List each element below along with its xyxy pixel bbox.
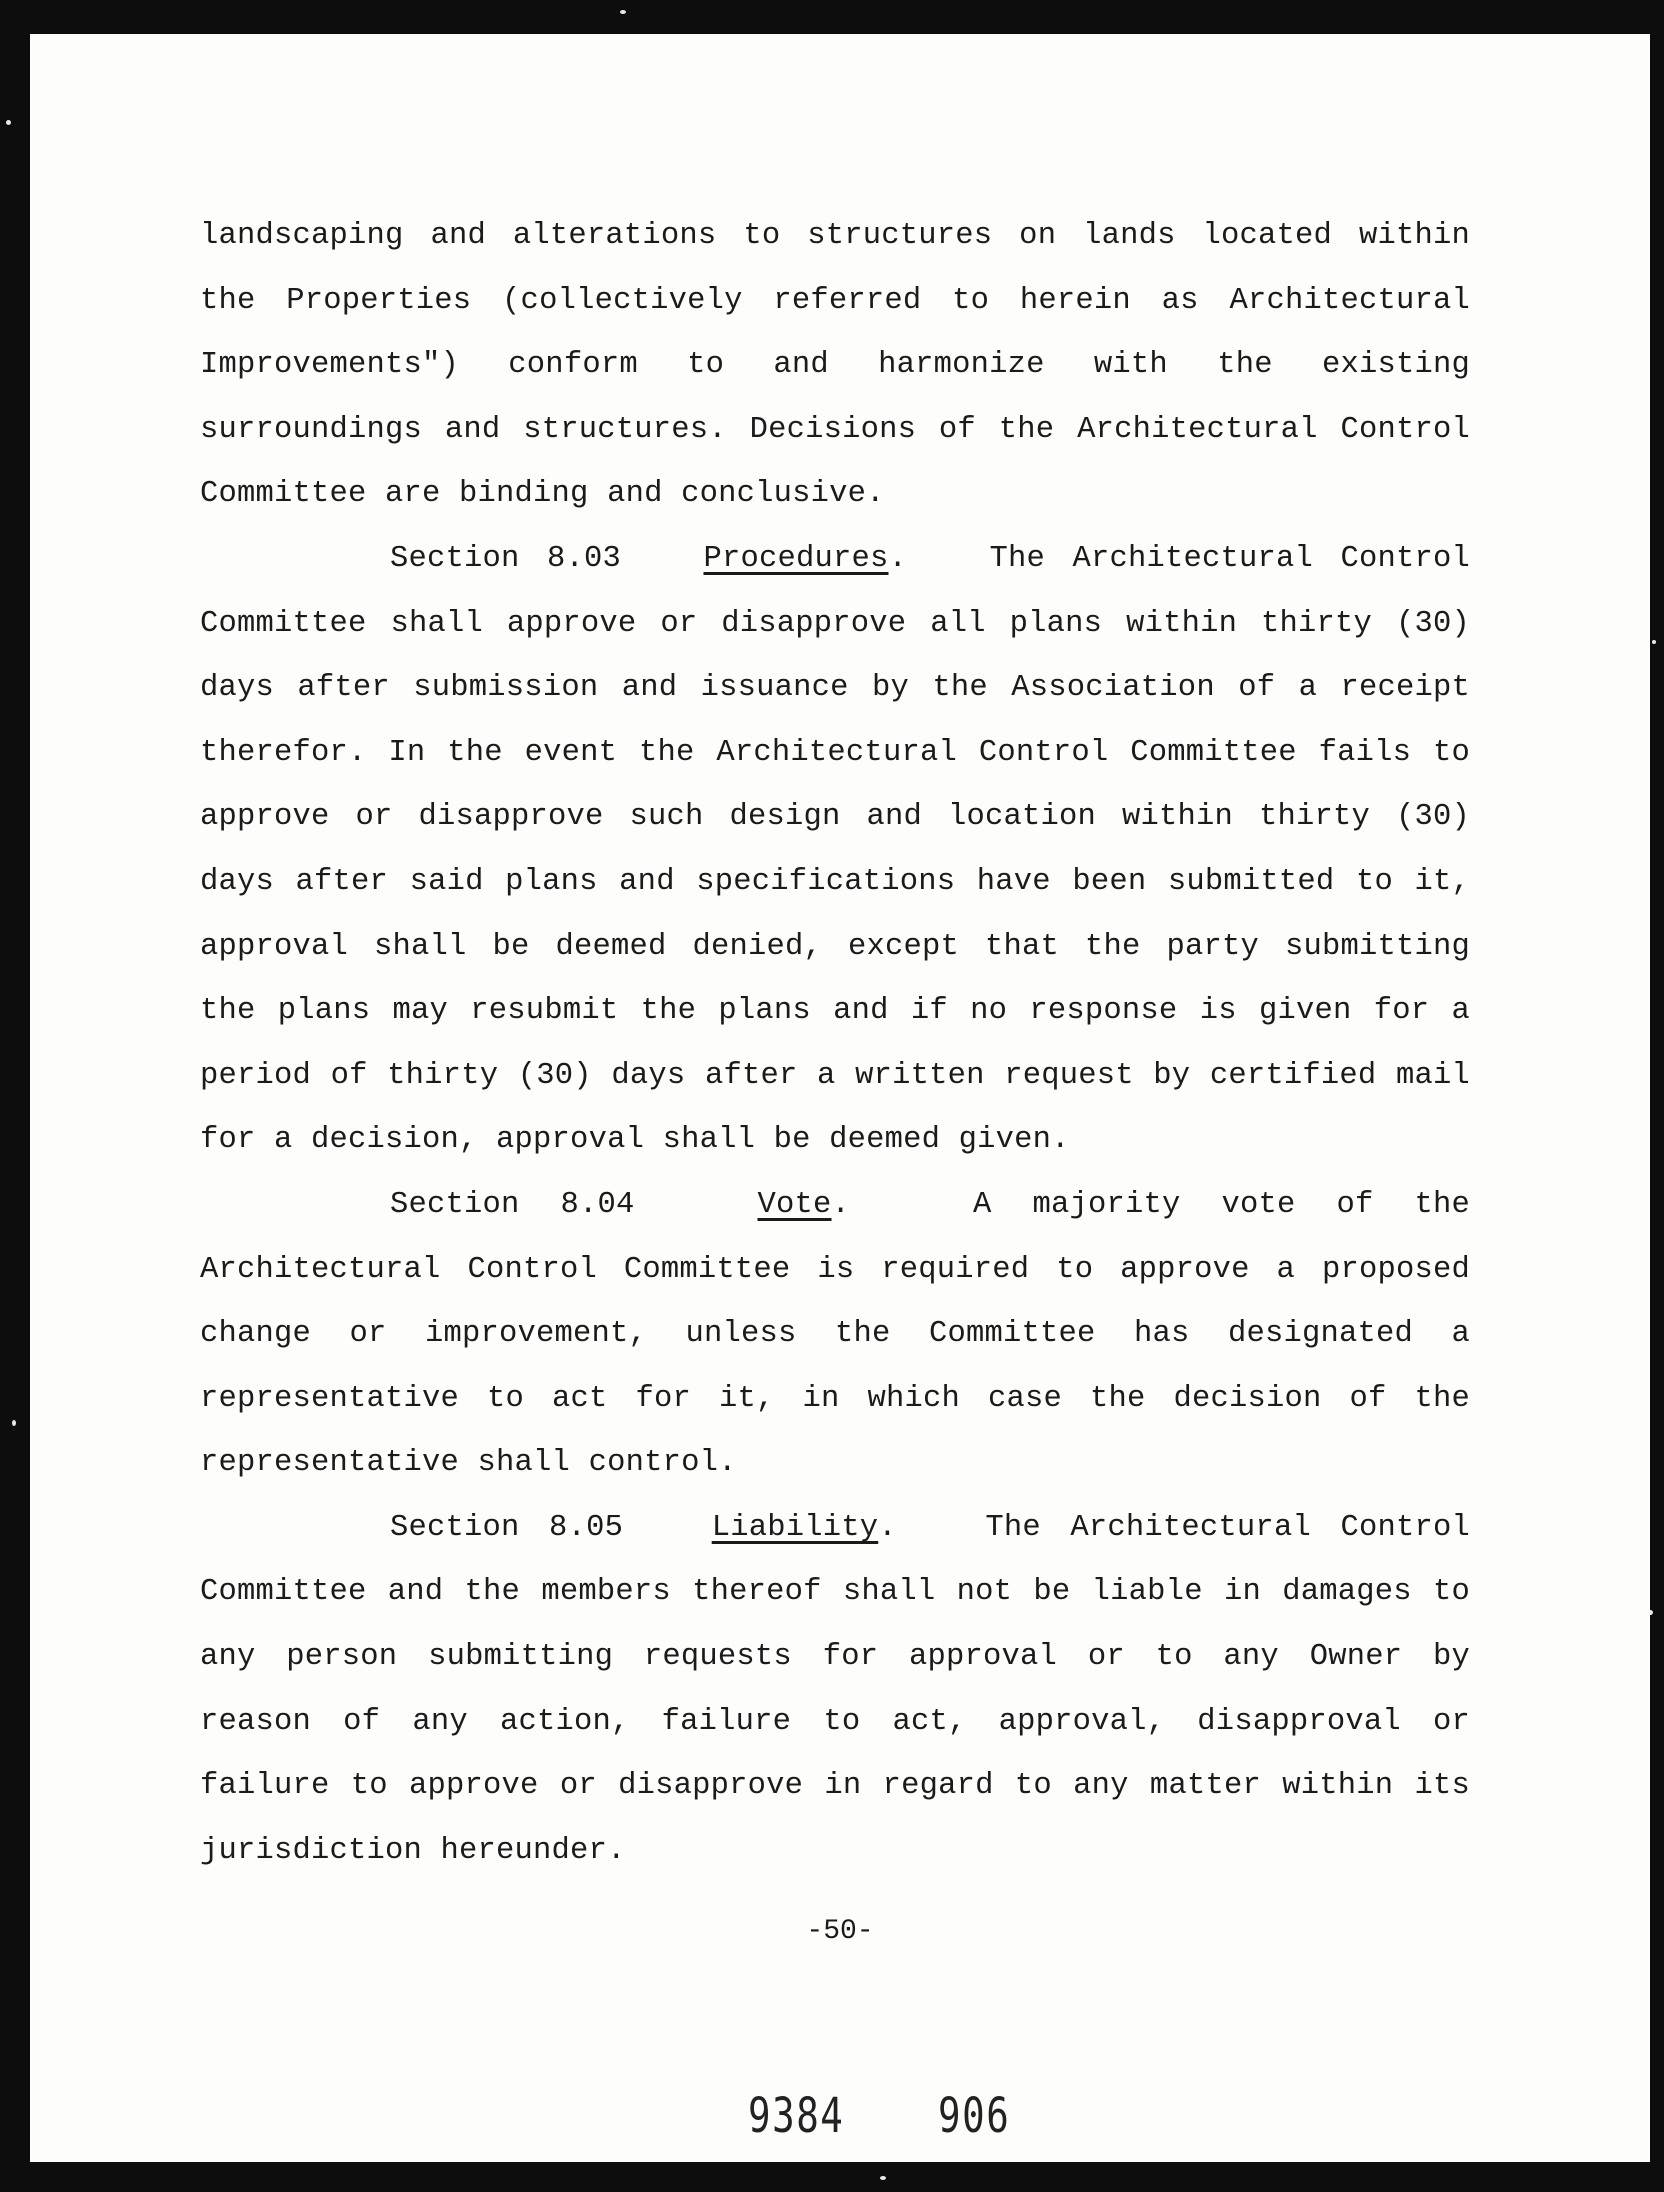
scan-speck: [12, 1420, 16, 1426]
document-body: [200, 204, 1470, 1883]
section-heading: Procedures: [703, 541, 889, 576]
paragraph-text: landscaping and alterations to structures on lands located within the Properties (collectively referred to herein as Architectural Improvements") conform to and harmonize with the existing surroundings and structures. Decisions of the Architectural Control Committee are binding and conclusive.: [200, 219, 1470, 512]
section-number: Section 8.04: [390, 1187, 635, 1222]
scan-speck: [6, 120, 11, 125]
paragraph-section-8-05: Section 8.05 Liability. The Architectural Control Committee and the members thereof shall not be liable in damages to any person submitting requests for approval or to any Owner by reason of any action, failure to act, approval, disapproval or failure to approve or disapprove in regard to any matter within its jurisdiction hereunder.: [200, 1510, 1471, 1868]
scan-speck: [1652, 640, 1656, 644]
document-page: [30, 34, 1650, 2162]
section-number: Section 8.03: [390, 541, 622, 576]
paragraph-text: A majority vote of the Architectural Control Committee is required to approve a proposed change or improvement, unless the Committee has designated a representative to act for it, in which case the decision of the representative shall control.: [200, 1187, 1470, 1481]
paragraph-text: The Architectural Control Committee and the members thereof shall not be liable in damages to any person submitting requests for approval or to any Owner by reason of any action, failure to act, approval, disapproval or failure to approve or disapprove in regard to any matter within its jurisdiction hereunder.: [200, 1510, 1471, 1868]
recording-stamp: [748, 2088, 1010, 2144]
stamp-page-number: 906: [938, 2088, 1011, 2144]
section-heading: Vote: [757, 1187, 832, 1222]
scan-speck: [880, 2176, 886, 2180]
paragraph-continuation: [200, 204, 1470, 527]
stamp-book-number: 9384: [748, 2088, 845, 2144]
paragraph-text: The Architectural Control Committee shall approve or disapprove all plans within thirty (30) days after submission and issuance by the Association of a receipt therefor. In the event the Architectural Control Committee fails to approve or disapprove such design and location within thirty (30) days after said plans and specifications have been submitted to it, approval shall be deemed denied, except that the party submitting the plans may resubmit the plans and if no response is given for a period of thirty (30) days after a written request by certified mail for a decision, approval shall be deemed given.: [200, 541, 1470, 1158]
scan-speck: [620, 10, 626, 14]
section-heading: Liability: [711, 1510, 879, 1545]
page-number: -50-: [806, 1916, 874, 1947]
paragraph-section-8-04: Section 8.04 Vote. A majority vote of the Architectural Control Committee is required to approve a proposed change or improvement, unless the Committee has designated a representative to act for it, in which case the decision of the representative shall control.: [200, 1187, 1470, 1481]
section-number: Section 8.05: [390, 1510, 624, 1545]
paragraph-section-8-03: Section 8.03 Procedures. The Architectural Control Committee shall approve or disapprove all plans within thirty (30) days after submission and issuance by the Association of a receipt therefor. In the event the Architectural Control Committee fails to approve or disapprove such design and location within thirty (30) days after said plans and specifications have been submitted to it, approval shall be deemed denied, except that the party submitting the plans may resubmit the plans and if no response is given for a period of thirty (30) days after a written request by certified mail for a decision, approval shall be deemed given.: [200, 541, 1470, 1158]
